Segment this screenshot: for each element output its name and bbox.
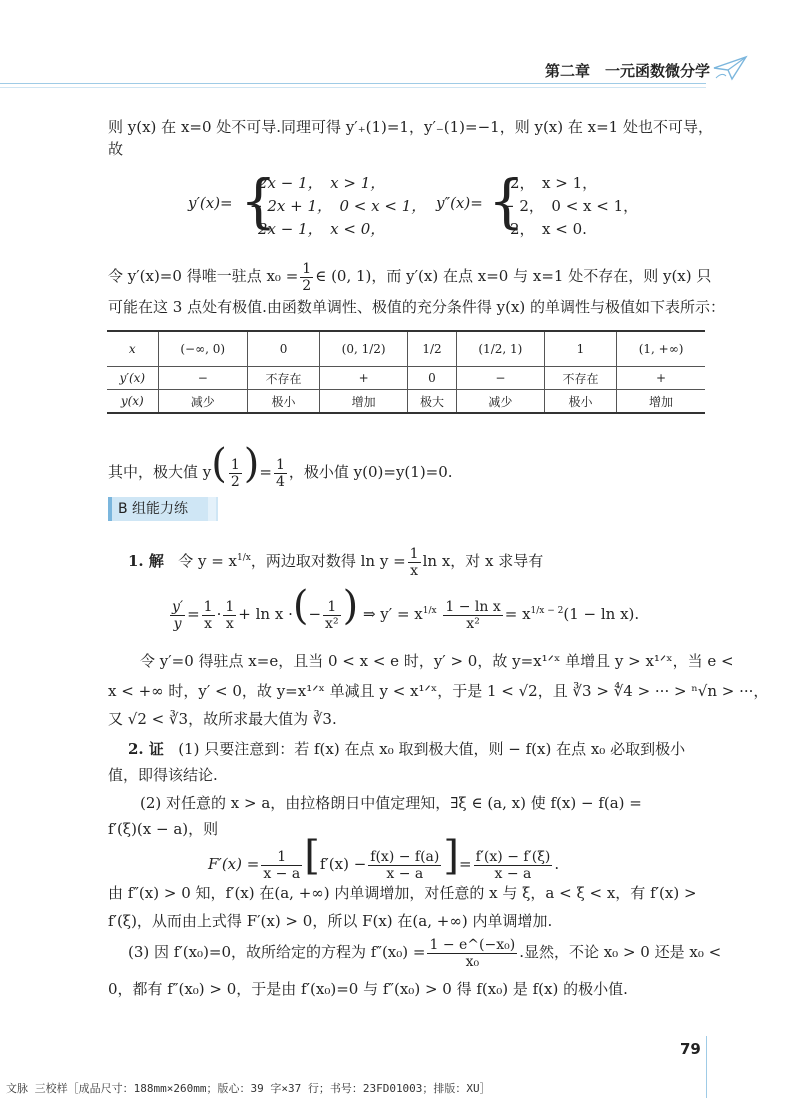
q1-exponent: 1/x: [237, 553, 251, 563]
frac-numerator: 1: [230, 456, 240, 473]
equals-x: = x: [504, 605, 531, 623]
table-cell: (0, 1/2): [320, 331, 408, 367]
frac-denominator: y: [173, 615, 182, 632]
yprime-row: − 2x + 1， 0 < x < 1，: [250, 197, 427, 215]
table-cell: 极大: [408, 390, 457, 414]
para1-line1: 则 y(x) 在 x=0 处不可导.同理可得 y′₊(1)=1，y′₋(1)=−1，则 y(x) 在 x=1 处也不可导，: [108, 118, 713, 136]
monotonicity-table: [107, 330, 705, 414]
q2-line3: (2) 对任意的 x > a，由拉格朗日中值定理知，∃ξ ∈ (a, x) 使 f(x) − f(a) =: [140, 794, 642, 812]
header-rule-secondary: [0, 87, 706, 88]
q2-F-equation: [208, 833, 800, 882]
period: .: [554, 855, 560, 873]
table-row: [107, 367, 705, 390]
frac-denominator: x²: [466, 615, 480, 632]
frac-numerator: f′(x) − f′(ξ): [475, 848, 551, 865]
table-cell: y′(x): [107, 367, 158, 390]
frac-numerator: f(x) − f(a): [370, 848, 440, 865]
bracket-open: [: [304, 833, 320, 879]
para3-text-c: ，极小值 y(0)=y(1)=0.: [288, 463, 453, 481]
frac-numerator: 1: [302, 260, 312, 277]
ydoubleprime-label: y″(x)=: [436, 194, 483, 212]
q1-text-c: ln x，对 x 求导有: [422, 552, 544, 570]
q2-line4: f′(ξ)(x − a)，则: [108, 820, 219, 838]
section-b-badge: B 组能力练: [108, 497, 218, 521]
chapter-title: 第二章 一元函数微分学: [544, 62, 710, 80]
table-cell: 1: [544, 331, 616, 367]
table-row: [107, 390, 705, 414]
frac-numerator: 1: [409, 545, 419, 562]
frac-numerator: 1 − ln x: [445, 598, 501, 615]
table-cell: 1/2: [408, 331, 457, 367]
yprime-label: y′(x)=: [188, 194, 233, 212]
table-cell: 不存在: [247, 367, 319, 390]
q1-derivative-equation: $\frac{y'}{y}$ = $\frac{1}{x}$ · $\frac{1}{x}$ + ln x ·(− $\frac{1}{\text{x²}}$ ) ⇒ $y' = x^{1/x}$ $\frac{\text{1 − ln x}}{\text{x²}}$ = $x^{1/x - 2}(1 - \ln x)$.: [172, 583, 640, 632]
table-cell: (1/2, 1): [456, 331, 544, 367]
margin-rule: [706, 1036, 707, 1098]
ydoubleprime-row: 2， x > 1，: [510, 174, 598, 192]
frac-denominator: x − a: [494, 865, 532, 882]
tail-text: (1 − ln x).: [563, 605, 640, 623]
table-cell: 极小: [544, 390, 616, 414]
para2-line2: 可能在这 3 点处有极值.由函数单调性、极值的充分条件得 y(x) 的单调性与极值如下表所示：: [108, 298, 726, 316]
q2-line6: f′(ξ)，从而由上式得 F′(x) > 0，所以 F(x) 在(a, +∞) 内单调增加.: [108, 912, 553, 930]
q2-label: 2. 证: [128, 740, 164, 758]
fraction-1-over-x-a: [261, 849, 302, 882]
table-cell: 0: [247, 331, 319, 367]
fraction-one-over-x2: [323, 599, 341, 632]
q1-text-b: ，两边取对数得 ln y =: [250, 552, 406, 570]
q1-text-a: 令 y = x: [178, 552, 238, 570]
yprime-row: 2x − 1， x < 0，: [258, 220, 386, 238]
q1-label: 1. 解: [128, 552, 164, 570]
fraction-half: [229, 457, 242, 490]
table-cell: x: [107, 331, 158, 367]
frac-denominator: x: [410, 562, 419, 579]
table-cell: 增加: [320, 390, 408, 414]
fraction-1-lnx-over-x2: [443, 599, 502, 632]
paper-plane-icon: [712, 54, 748, 82]
bracket-close: ]: [443, 833, 459, 879]
frac-numerator: 1: [225, 598, 235, 615]
fraction-one-over-x: [202, 599, 215, 632]
equals: =: [458, 855, 472, 873]
q2-text-7b: .显然，不论 x₀ > 0 还是 x₀ <: [519, 943, 722, 961]
paren-close: ): [342, 583, 359, 629]
q2-text-7a: (3) 因 f′(x₀)=0，故所给定的方程为 f″(x₀) =: [128, 943, 426, 961]
q1-line1: [128, 540, 728, 579]
ydoubleprime-row: 2， x < 0.: [510, 220, 587, 238]
paren-open: (: [292, 583, 309, 629]
q2-line1: [128, 738, 728, 760]
paren-close: ): [243, 441, 260, 487]
q2-text-1: (1) 只要注意到：若 f(x) 在点 x₀ 取到极大值，则 − f(x) 在点 x₀ 必取到极小: [178, 740, 686, 758]
table-cell: −: [456, 367, 544, 390]
header-rule: [0, 83, 706, 84]
table-cell: +: [320, 367, 408, 390]
yprime-row: 2x − 1， x > 1，: [258, 174, 386, 192]
exponent: 1/x − 2: [530, 606, 564, 616]
frac-denominator: x: [225, 615, 234, 632]
ydoubleprime-brace: {: [488, 167, 525, 235]
equals: =: [187, 605, 200, 623]
frac-denominator: 2: [302, 277, 312, 294]
fraction-1-minus-exp: [427, 937, 517, 970]
frac-denominator: 2: [230, 473, 240, 490]
frac-numerator: 1: [203, 598, 213, 615]
fraction-yprime-over-y: [170, 599, 185, 632]
para2-text-a: 令 y′(x)=0 得唯一驻点 x₀ =: [108, 267, 299, 285]
frac-denominator: x − a: [386, 865, 424, 882]
frac-numerator: 1: [261, 849, 302, 866]
table-cell: +: [617, 367, 705, 390]
plus-lnx: + ln x ·: [238, 605, 293, 623]
table-cell: 不存在: [544, 367, 616, 390]
q2-line8: 0，都有 f″(x₀) > 0，于是由 f′(x₀)=0 与 f″(x₀) > 0 得 f(x₀) 是 f(x) 的极小值.: [108, 980, 628, 998]
para2-line1: [108, 258, 712, 294]
q2-line7: [128, 930, 728, 974]
q1-para-line3: 又 √2 < ∛3，故所求最大值为 ∛3.: [108, 710, 337, 728]
para2-text-b: ∈ (0, 1)，而 y′(x) 在点 x=0 与 x=1 处不存在，则 y(x) 只: [315, 267, 712, 285]
ydoubleprime-row: − 2， 0 < x < 1，: [502, 197, 639, 215]
fraction-one-over-x: [223, 599, 236, 632]
para3-text-a: 其中，极大值 y: [108, 463, 212, 481]
fraction-fx-fa: [368, 849, 441, 882]
fraction-half: [300, 261, 313, 294]
implies-text: ⇒ y′ = x: [362, 605, 423, 623]
table-row: [107, 331, 705, 367]
page-number: 79: [680, 1040, 701, 1058]
q2-line5: 由 f″(x) > 0 知，f′(x) 在(a, +∞) 内单调增加，对任意的 x 与 ξ，a < ξ < x，有 f′(x) >: [108, 884, 697, 902]
fraction-fpx-fpxi: [474, 849, 553, 882]
F-inner-a: f′(x) −: [319, 855, 367, 873]
table-cell: (−∞, 0): [158, 331, 247, 367]
q1-para-line1: 令 y′=0 得驻点 x=e，且当 0 < x < e 时，y′ > 0，故 y=x¹ᐟˣ 单增且 y > x¹ᐟˣ，当 e <: [140, 652, 734, 670]
table-cell: (1, +∞): [617, 331, 705, 367]
frac-numerator: y′: [172, 598, 184, 615]
print-footer: 文脉 三校样［成品尺寸：188mm×260mm；版心：39 字×37 行；书号：23FD01003；排版：XU］: [6, 1082, 491, 1095]
para3-line: [108, 441, 708, 490]
frac-numerator: 1: [275, 456, 285, 473]
para1-line2: 故: [108, 140, 124, 158]
frac-denominator: 4: [275, 473, 285, 490]
q1-para-line2: x < +∞ 时，y′ < 0，故 y=x¹ᐟˣ 单减且 y < x¹ᐟˣ，于是 1 < √2，且 ∛3 > ∜4 > ··· > ⁿ√n > ···，: [108, 682, 769, 700]
table-cell: 0: [408, 367, 457, 390]
frac-denominator: x₀: [465, 953, 480, 970]
q2-line2: 值，即得该结论.: [108, 766, 218, 784]
paren-open: (: [211, 441, 227, 487]
fraction-quarter: [274, 457, 287, 490]
table-cell: 增加: [617, 390, 705, 414]
table-cell: 极小: [247, 390, 319, 414]
exponent: 1/x: [422, 606, 437, 616]
table-cell: y(x): [107, 390, 158, 414]
frac-denominator: x − a: [263, 865, 301, 882]
frac-numerator: 1 − e^(−x₀): [429, 936, 516, 953]
frac-denominator: x: [204, 615, 213, 632]
F-left: F′(x) =: [208, 855, 260, 873]
piecewise-equations: [188, 167, 708, 240]
para3-equals: =: [259, 463, 272, 481]
fraction-one-over-x: [408, 546, 421, 579]
table-cell: 减少: [456, 390, 544, 414]
table-cell: 减少: [158, 390, 247, 414]
frac-numerator: 1: [323, 599, 341, 616]
section-b-badge-tail: [208, 497, 216, 521]
table-cell: −: [158, 367, 247, 390]
dot: ·: [216, 605, 222, 623]
yprime-brace: {: [240, 167, 277, 235]
frac-denominator: x²: [325, 615, 339, 632]
